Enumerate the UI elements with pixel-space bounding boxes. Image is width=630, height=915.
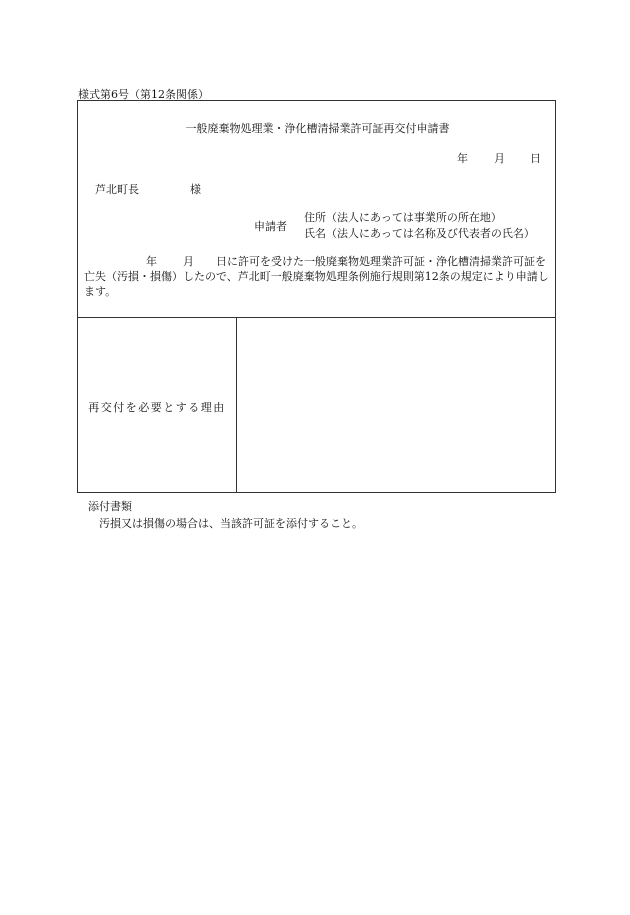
statement-month: 月 xyxy=(183,255,194,268)
statement-body: 日に許可を受けた一般廃棄物処理業許可証・浄化槽清掃業許可証を亡失（汚損・損傷）したので、芦北町一般廃棄物処理条例施行規則第12条の規定により申請します。 xyxy=(84,255,549,298)
addressee-name: 芦北町長 xyxy=(95,183,139,196)
attachments-note: 汚損又は損傷の場合は、当該許可証を添付すること。 xyxy=(99,517,363,530)
addressee-honorific: 様 xyxy=(190,183,201,196)
form-number: 様式第6号（第12条関係） xyxy=(78,88,209,101)
date-month-label: 月 xyxy=(494,152,505,165)
applicant-name-label: 氏名（法人にあっては名称及び代表者の氏名） xyxy=(304,227,535,240)
statement-year: 年 xyxy=(146,255,157,268)
reason-field[interactable] xyxy=(237,318,555,492)
applicant-label: 申請者 xyxy=(254,220,287,233)
attachments-heading: 添付書類 xyxy=(88,500,132,513)
form-title: 一般廃棄物処理業・浄化槽清掃業許可証再交付申請書 xyxy=(185,122,450,135)
date-day-label: 日 xyxy=(530,152,541,165)
reason-label: 再交付を必要とする理由 xyxy=(88,401,226,414)
application-form xyxy=(77,100,556,493)
application-statement xyxy=(84,254,554,299)
applicant-address-label: 住所（法人にあっては事業所の所在地） xyxy=(304,211,502,224)
date-year-label: 年 xyxy=(457,152,468,165)
